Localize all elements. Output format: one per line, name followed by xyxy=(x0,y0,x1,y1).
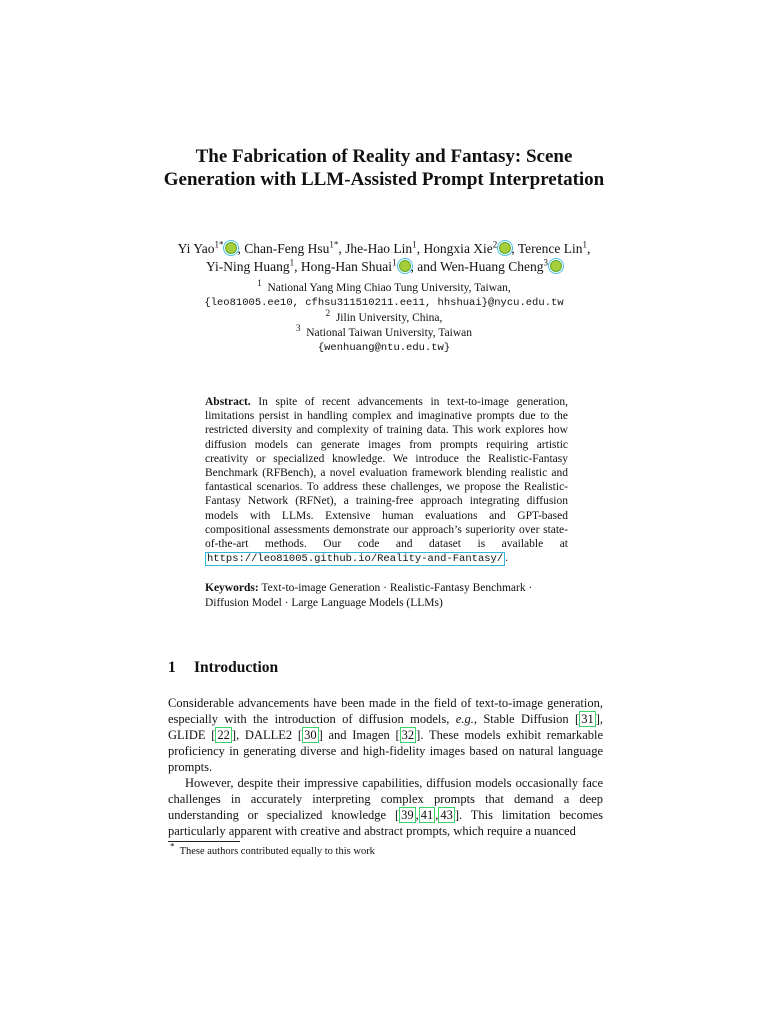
keywords-text: Text-to-image Generation · Realistic-Fantasy Benchmark · Diffusion Model · Large Language Models (LLMs) xyxy=(205,582,533,609)
citation-link[interactable]: 30 xyxy=(304,728,317,742)
author: Jhe-Hao Lin$^1$ xyxy=(345,239,417,256)
author: Wen-Huang Cheng$^3$ xyxy=(440,259,562,274)
citation-link[interactable]: 41 xyxy=(420,808,434,822)
author-list: Yi Yao$^{1*}$ , Chan-Feng Hsu$^{1*}$, Jhe-Hao Lin$^1$, Hongxia Xie$^2$ , Terence Lin$^1$, Yi-Ning Huang$^1$, Hong-Han Shuai$^1$ , and Wen-Huang Cheng$^3$ xyxy=(177,239,591,274)
author: Hong-Han Shuai$^1$ xyxy=(301,259,411,274)
citation-link[interactable]: 43 xyxy=(440,808,453,822)
section-number: 1 xyxy=(168,659,176,676)
author: Yi-Ning Huang$^1$ xyxy=(206,257,295,274)
citation-link[interactable]: 22 xyxy=(217,728,230,742)
author: Yi Yao$^{1*}$ xyxy=(178,241,238,256)
citation-link[interactable]: 31 xyxy=(581,712,594,726)
body-text xyxy=(168,695,603,839)
footnote-divider xyxy=(168,841,240,842)
footnote-text: These authors contributed equally to this work xyxy=(179,846,375,857)
abstract-text: In spite of recent advancements in text-to-image generation, limitations persist in handling complex and imaginative prompts due to the restricted diversity and complexity of training data. This work explores how diffusion models can generate images from prompts requiring artistic creativity or specialized knowledge. We introduce the Realistic-Fantasy Benchmark (RFBench), a novel evaluation framework blending realistic and fantastical scenarios. To address these challenges, we propose the Realistic-Fantasy Network (RFNet), a training-free approach integrating diffusion models with LLMs. Extensive human evaluations and GPT-based compositional assessments demonstrate our approach’s superiority over state-of-the-art methods. Our code and dataset is available at xyxy=(205,396,569,551)
orcid-icon[interactable] xyxy=(499,242,511,254)
orcid-icon[interactable] xyxy=(399,260,411,272)
footnote xyxy=(170,841,375,857)
author: Hongxia Xie$^2$ xyxy=(423,241,511,256)
author: Chan-Feng Hsu$^{1*}$ xyxy=(244,239,339,256)
citation-link[interactable]: 32 xyxy=(401,728,415,742)
abstract-label: Abstract. xyxy=(205,396,251,408)
author: Terence Lin$^1$ xyxy=(517,239,587,256)
paragraph-2: However, despite their impressive capabilities, diffusion models occasionally face challenges in accurately interpreting complex prompts that demand a deep understanding or specialized knowledge [ 39 , 41 , 43 ]. This limitation becomes particularly apparent with creative and abstract prompts, which require a nuanced xyxy=(168,776,603,838)
section-title: Introduction xyxy=(194,659,279,676)
paragraph-1: Considerable advancements have been made in the field of text-to-image generation, especially with the introduction of diffusion models, e.g., Stable Diffusion [ 31 ], GLIDE [ 22 ], DALLE2 [ 30 ] and Imagen [ 32 ]. These models exhibit remarkable proficiency in generating diverse and high-fidelity images based on natural language prompts. xyxy=(168,696,604,774)
affiliation-1-emails: {leo81005.ee10, cfhsu311510211.ee11, hhshuai}@nycu.edu.tw xyxy=(204,297,564,309)
affiliation-3-emails: {wenhuang@ntu.edu.tw} xyxy=(317,342,451,354)
keywords-label: Keywords: xyxy=(205,582,259,594)
paper-title: The Fabrication of Reality and Fantasy: Scene Generation with LLM-Assisted Prompt Interpretation xyxy=(163,146,605,190)
affiliations xyxy=(150,278,618,356)
citation-link[interactable]: 39 xyxy=(401,808,414,822)
orcid-icon[interactable] xyxy=(225,242,237,254)
affiliation-2: $^2$ Jilin University, China, xyxy=(325,308,443,324)
abstract: Abstract. In spite of recent advancements in text-to-image generation, limitations persist in handling complex and imaginative prompts due to the restricted diversity and complexity of training data. This work explores how diffusion models can generate images from prompts requiring artistic creativity or specialized knowledge. We introduce the Realistic-Fantasy Benchmark (RFBench), a novel evaluation framework blending realistic and fantastical scenarios. To address these challenges, we propose the Realistic-Fantasy Network (RFNet), a training-free approach integrating diffusion models with LLMs. Extensive human evaluations and GPT-based compositional assessments demonstrate our approach’s superiority over state-of-the-art methods. Our code and dataset is available at https://leo81005.github.io/Reality-and-Fantasy/ . xyxy=(205,396,569,566)
footnote-mark: * xyxy=(170,841,175,852)
orcid-icon[interactable] xyxy=(550,260,562,272)
keywords xyxy=(205,581,568,610)
affiliation-1: $^1$ National Yang Ming Chiao Tung University, Taiwan, xyxy=(257,278,511,294)
section-heading xyxy=(168,659,278,677)
affiliation-3: $^3$ National Taiwan University, Taiwan xyxy=(295,323,473,339)
project-link[interactable]: https://leo81005.github.io/Reality-and-Fantasy/ xyxy=(207,553,504,566)
